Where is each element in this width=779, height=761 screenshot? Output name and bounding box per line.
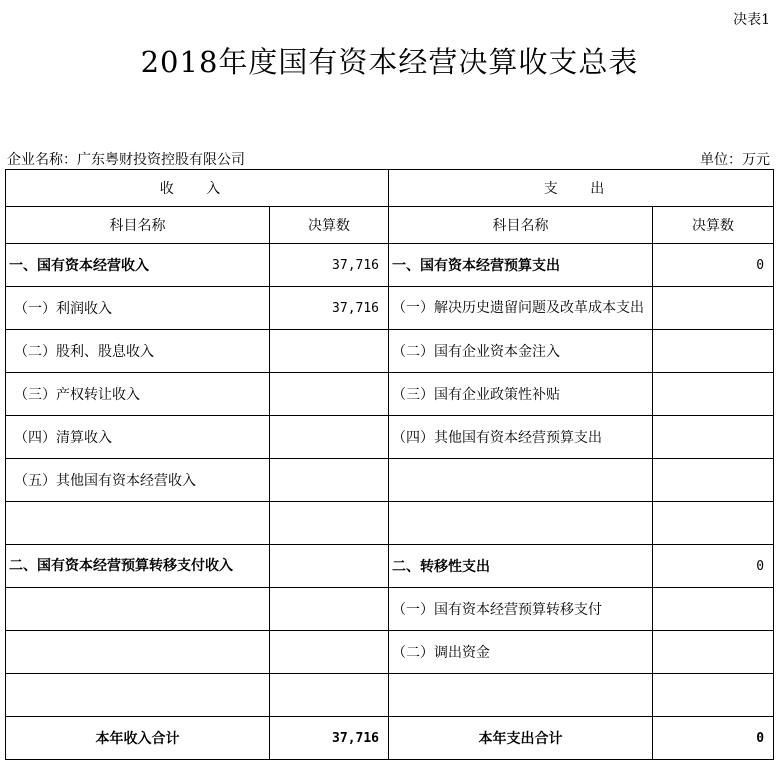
income-item: 一、国有资本经营收入: [6, 244, 270, 287]
table-row: [6, 416, 774, 459]
income-item: [6, 588, 270, 631]
section-header-row: [6, 170, 774, 207]
expense-amount: [653, 373, 774, 416]
table-row: [6, 588, 774, 631]
income-item: （一）利润收入: [6, 287, 270, 330]
expense-amount: [653, 502, 774, 545]
expense-item: 一、国有资本经营预算支出: [389, 244, 653, 287]
expense-item: （三）国有企业政策性补贴: [389, 373, 653, 416]
table-row: [6, 330, 774, 373]
expense-item: [389, 502, 653, 545]
expense-amount: 0: [653, 545, 774, 588]
expense-amount: 0: [653, 244, 774, 287]
income-item: （四）清算收入: [6, 416, 270, 459]
page-title: 2018年度国有资本经营决算收支总表: [140, 45, 639, 79]
income-amount: [270, 373, 389, 416]
expense-amount: [653, 330, 774, 373]
expense-total-label: 本年支出合计: [389, 717, 653, 760]
expense-amount-header: 决算数: [653, 207, 774, 244]
table-row: [6, 631, 774, 674]
income-amount: [270, 330, 389, 373]
income-amount: [270, 502, 389, 545]
expense-section-header: 支 出: [389, 170, 774, 207]
company-name: 企业名称：广东粤财投资控股有限公司: [7, 152, 245, 168]
income-amount: [270, 459, 389, 502]
income-item: （二）股利、股息收入: [6, 330, 270, 373]
totals-row: [6, 717, 774, 760]
income-amount-header: 决算数: [270, 207, 389, 244]
table-row: [6, 545, 774, 588]
expense-amount: [653, 287, 774, 330]
income-item: （三）产权转让收入: [6, 373, 270, 416]
table-row: [6, 502, 774, 545]
expense-total-amount: 0: [653, 717, 774, 760]
income-amount: [270, 674, 389, 717]
income-item: （五）其他国有资本经营收入: [6, 459, 270, 502]
table-row: [6, 674, 774, 717]
table-row: [6, 373, 774, 416]
income-item: [6, 502, 270, 545]
income-amount: [270, 545, 389, 588]
expense-item: （二）调出资金: [389, 631, 653, 674]
expense-item: [389, 674, 653, 717]
expense-item: （一）解决历史遗留问题及改革成本支出: [389, 287, 653, 330]
expense-item: （四）其他国有资本经营预算支出: [389, 416, 653, 459]
expense-item: 二、转移性支出: [389, 545, 653, 588]
income-item: [6, 631, 270, 674]
table-row: [6, 459, 774, 502]
expense-amount: [653, 459, 774, 502]
budget-table: [5, 169, 774, 760]
expense-amount: [653, 416, 774, 459]
column-header-row: [6, 207, 774, 244]
doc-tag: 决表1: [733, 12, 770, 28]
income-total-amount: 37,716: [270, 717, 389, 760]
expense-item-header: 科目名称: [389, 207, 653, 244]
expense-item: （二）国有企业资本金注入: [389, 330, 653, 373]
expense-amount: [653, 674, 774, 717]
income-total-label: 本年收入合计: [6, 717, 270, 760]
income-amount: 37,716: [270, 287, 389, 330]
unit-label: 单位：万元: [700, 152, 770, 168]
expense-item: （一）国有资本经营预算转移支付: [389, 588, 653, 631]
income-amount: 37,716: [270, 244, 389, 287]
income-amount: [270, 588, 389, 631]
expense-amount: [653, 588, 774, 631]
table-row: [6, 244, 774, 287]
income-item: 二、国有资本经营预算转移支付收入: [6, 545, 270, 588]
income-amount: [270, 416, 389, 459]
income-amount: [270, 631, 389, 674]
income-item: [6, 674, 270, 717]
income-section-header: 收 入: [6, 170, 389, 207]
income-item-header: 科目名称: [6, 207, 270, 244]
expense-item: [389, 459, 653, 502]
table-row: [6, 287, 774, 330]
expense-amount: [653, 631, 774, 674]
